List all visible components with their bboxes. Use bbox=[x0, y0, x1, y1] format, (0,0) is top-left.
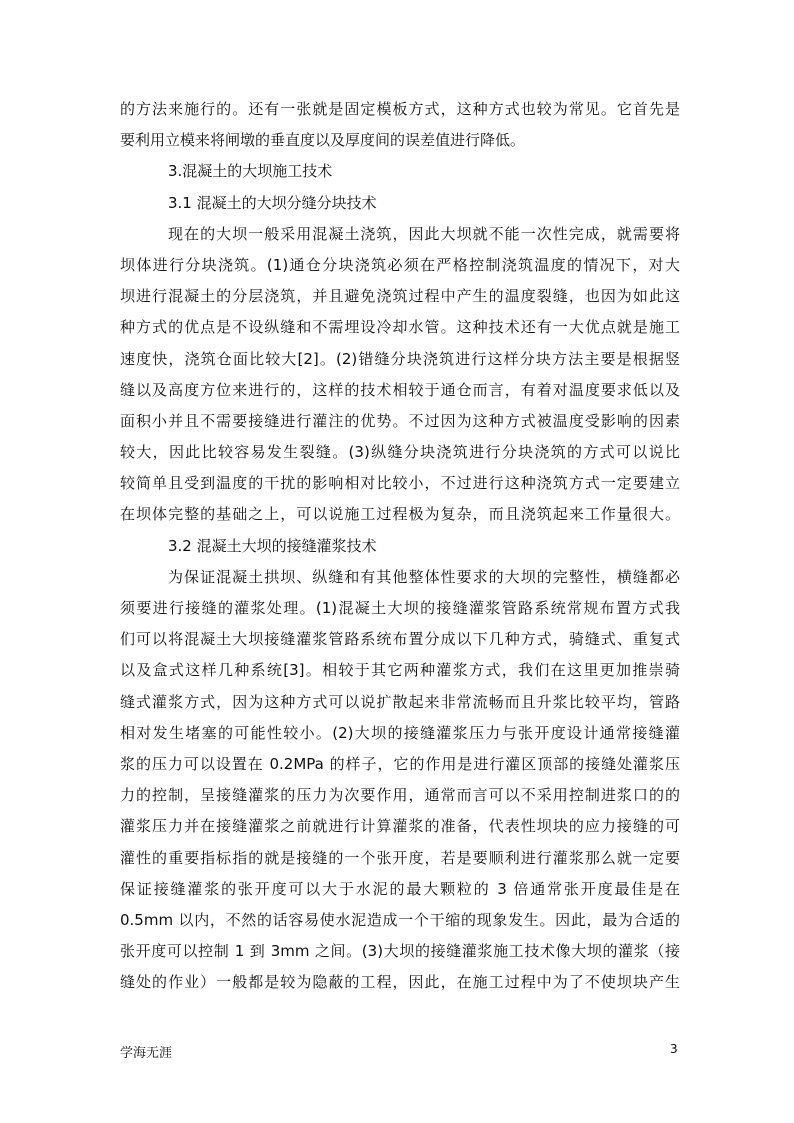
text-line: 坝进行混凝土的分层浇筑，并且避免浇筑过程中产生的温度裂缝，也因为如此这 bbox=[120, 287, 680, 306]
text-line: 较大，因此比较容易发生裂缝。(3)纵缝分块浇筑进行分块浇筑的方式可以说比 bbox=[120, 443, 680, 462]
text-line: 3.2 混凝土大坝的接缝灌浆技术 bbox=[168, 536, 377, 555]
text-line: 3.1 混凝土的大坝分缝分块技术 bbox=[168, 193, 377, 212]
text-line: 以及盒式这样几种系统[3]。相较于其它两种灌浆方式，我们在这里更加推崇骑 bbox=[120, 661, 680, 680]
text-line: 的方法来施行的。还有一张就是固定模板方式，这种方式也较为常见。它首先是 bbox=[120, 100, 680, 118]
text-line: 们可以将混凝土大坝接缝灌浆管路系统布置分成以下几种方式，骑缝式、重复式 bbox=[120, 630, 680, 649]
text-line: 速度快，浇筑仓面比较大[2]。(2)错缝分块浇筑进行这样分块方法主要是根据竖 bbox=[120, 349, 680, 368]
text-line: 0.5mm 以内，不然的话容易使水泥造成一个干缩的现象发生。因此，最为合适的 bbox=[120, 910, 680, 929]
text-line: 坝体进行分块浇筑。(1)通仓分块浇筑必须在严格控制浇筑温度的情况下，对大 bbox=[120, 255, 680, 274]
body-text bbox=[120, 94, 680, 998]
text-line: 缝式灌浆方式，因为这种方式可以说扩散起来非常流畅而且升浆比较平均，管路 bbox=[120, 692, 680, 711]
text-line: 张开度可以控制 1 到 3mm 之间。(3)大坝的接缝灌浆施工技术像大坝的灌浆（接 bbox=[120, 942, 680, 961]
text-line: 缝处的作业）一般都是较为隐蔽的工程，因此，在施工过程中为了不使坝块产生 bbox=[120, 973, 680, 992]
text-line: 灌性的重要指标指的就是接缝的一个张开度，若是要顺利进行灌浆那么就一定要 bbox=[120, 848, 680, 867]
text-line: 在坝体完整的基础之上，可以说施工过程极为复杂，而且浇筑起来工作量很大。 bbox=[120, 505, 680, 524]
text-line: 要利用立模来将闸墩的垂直度以及厚度间的误差值进行降低。 bbox=[120, 131, 526, 150]
text-line: 浆的压力可以设置在 0.2MPa 的样子，它的作用是进行灌区顶部的接缝处灌浆压 bbox=[120, 754, 680, 773]
text-line: 缝以及高度方位来进行的，这样的技术相较于通仓而言，有着对温度要求低以及 bbox=[120, 380, 680, 399]
text-line: 种方式的优点是不设纵缝和不需埋设冷却水管。这种技术还有一大优点就是施工 bbox=[120, 318, 680, 337]
text-line: 面积小并且不需要接缝进行灌注的优势。不过因为这种方式被温度受影响的因素 bbox=[120, 411, 680, 430]
page-number: 3 bbox=[670, 1042, 678, 1056]
footer-text: 学海无涯 bbox=[120, 1046, 173, 1061]
text-line: 3.混凝土的大坝施工技术 bbox=[168, 162, 333, 181]
text-line: 灌浆压力并在接缝灌浆之前就进行计算灌浆的准备，代表性坝块的应力接缝的可 bbox=[120, 817, 680, 836]
text-line: 力的控制，呈接缝灌浆的压力为次要作用，通常而言可以不采用控制进浆口的的 bbox=[120, 786, 680, 805]
text-line: 保证接缝灌浆的张开度可以大于水泥的最大颗粒的 3 倍通常张开度最佳是在 bbox=[120, 879, 680, 898]
text-line: 现在的大坝一般采用混凝土浇筑，因此大坝就不能一次性完成，就需要将 bbox=[168, 224, 680, 243]
text-line: 相对发生堵塞的可能性较小。(2)大坝的接缝灌浆压力与张开度设计通常接缝灌 bbox=[120, 723, 680, 742]
text-line: 须要进行接缝的灌浆处理。(1)混凝土大坝的接缝灌浆管路系统常规布置方式我 bbox=[120, 599, 680, 617]
text-line: 较简单且受到温度的干扰的影响相对比较小，不过进行这种浇筑方式一定要建立 bbox=[120, 474, 680, 493]
text-line: 为保证混凝土拱坝、纵缝和有其他整体性要求的大坝的完整性，横缝都必 bbox=[168, 567, 680, 586]
